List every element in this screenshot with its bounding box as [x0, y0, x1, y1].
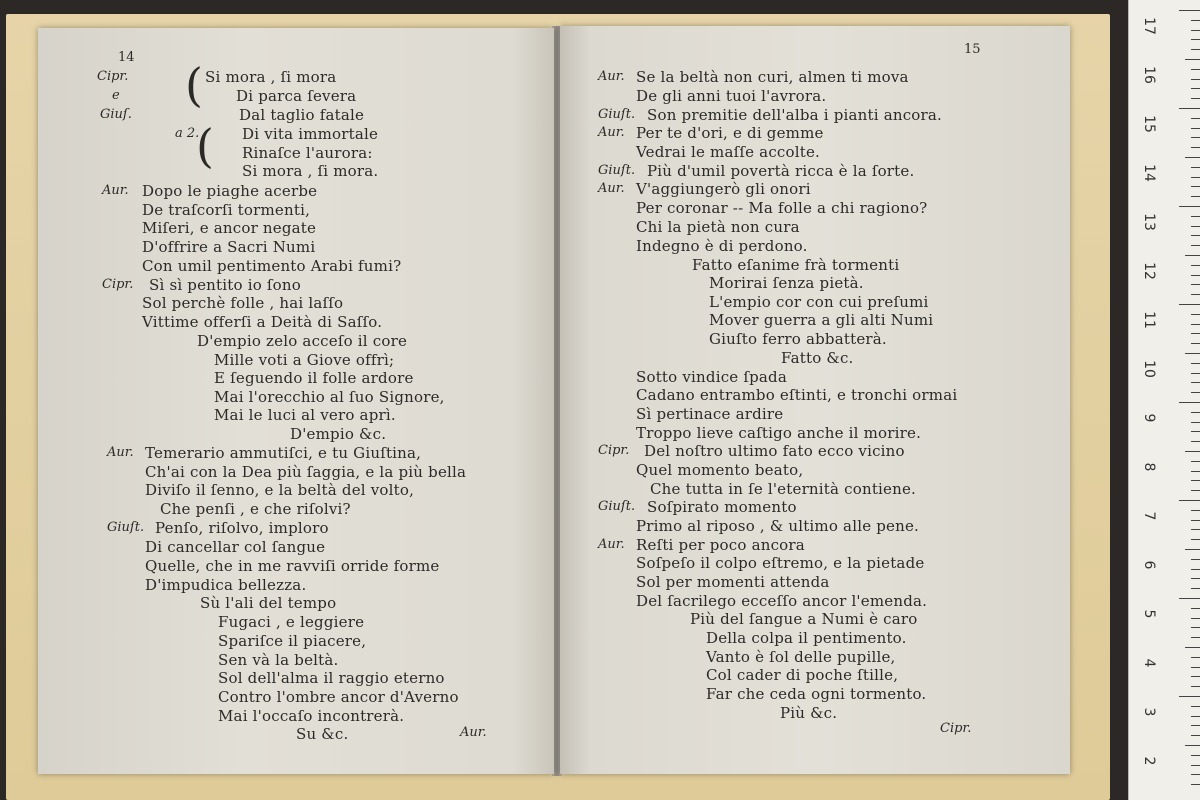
right-page-line: Della colpa il pentimento. [706, 629, 907, 647]
right-page-line: Vanto è ſol delle pupille, [706, 648, 896, 666]
ruler-tick [1191, 343, 1200, 344]
ruler-tick [1191, 569, 1200, 570]
ruler-tick [1191, 461, 1200, 462]
ruler-tick [1191, 608, 1200, 609]
ruler-number: 7 [1141, 511, 1157, 521]
left-page-line: Rinaſce l'aurora: [242, 144, 373, 162]
ruler-tick [1191, 226, 1200, 227]
ruler-tick [1191, 235, 1200, 236]
ruler-tick [1191, 422, 1200, 423]
ruler-tick [1191, 755, 1200, 756]
right-page-speaker: Giuſt. [598, 107, 636, 122]
ruler-tick [1179, 304, 1200, 305]
ruler-tick [1179, 402, 1200, 403]
ruler-tick [1191, 118, 1200, 119]
ruler-number: 2 [1141, 756, 1157, 766]
ruler-tick [1191, 294, 1200, 295]
left-catchword: Aur. [460, 725, 487, 740]
ruler-number: 15 [1141, 115, 1157, 133]
ruler-number: 13 [1141, 213, 1157, 231]
left-page-line: Contro l'ombre ancor d'Averno [218, 688, 459, 706]
left-page-line: D'empio zelo acceſo il core [197, 332, 408, 350]
ruler-tick [1179, 108, 1200, 109]
ruler-tick [1191, 30, 1200, 31]
right-page-line: Che tutta in ſe l'eternità contiene. [650, 480, 917, 498]
right-page-speaker: Aur. [598, 69, 625, 84]
ruler-tick [1191, 559, 1200, 560]
right-page-line: Vedrai le maſſe accolte. [636, 143, 821, 161]
ruler-tick [1185, 647, 1200, 648]
ruler-tick [1185, 353, 1200, 354]
left-page-line: De traſcorſi tormenti, [142, 201, 311, 219]
right-page-speaker: Aur. [598, 125, 625, 140]
left-page-line: Sen và la beltà. [218, 651, 339, 669]
right-page-line: Soſpeſo il colpo eſtremo, e la pietade [636, 554, 925, 572]
right-page-line: Più del ſangue a Numi è caro [690, 610, 918, 628]
ruler-number: 11 [1141, 311, 1157, 329]
ruler-number: 16 [1141, 66, 1157, 84]
left-page-line: Di vita immortale [242, 125, 379, 143]
ruler-tick [1191, 137, 1200, 138]
ruler-tick [1185, 451, 1200, 452]
left-page-speaker: a 2. [175, 126, 200, 141]
right-page-line: Del ſacrilego ecceſſo ancor l'emenda. [636, 592, 928, 610]
left-page-line: Mai l'occaſo incontrerà. [218, 707, 405, 725]
right-page-line: Indegno è di perdono. [636, 237, 808, 255]
right-page-line: Col cader di poche ſtille, [706, 666, 899, 684]
left-page-line: Temerario ammutiſci, e tu Giuſtina, [145, 444, 422, 462]
left-page-speaker: Cipr. [102, 277, 134, 292]
ruler-tick [1191, 98, 1200, 99]
left-page-line: D'offrire a Sacri Numi [142, 238, 316, 256]
left-page-line: Mai le luci al vero aprì. [214, 406, 396, 424]
ruler-tick [1191, 382, 1200, 383]
left-page-line: Spariſce il piacere, [218, 632, 367, 650]
right-page-line: Sotto vindice ſpada [636, 368, 787, 386]
left-page-line: Quelle, che in me ravviſi orride forme [145, 557, 440, 575]
left-page-line: D'empio &c. [290, 425, 387, 443]
left-page-speaker: Aur. [107, 445, 134, 460]
left-page-line: D'impudica bellezza. [145, 576, 307, 594]
ruler-tick [1191, 49, 1200, 50]
ruler-tick [1191, 363, 1200, 364]
left-page-speaker: Giuſt. [107, 520, 145, 535]
ruler-tick [1191, 79, 1200, 80]
ruler-tick [1185, 59, 1200, 60]
ruler-tick [1191, 186, 1200, 187]
left-page-line: Sù l'ali del tempo [200, 594, 337, 612]
ruler-tick [1191, 265, 1200, 266]
right-page-line: Sì pertinace ardire [636, 405, 784, 423]
ruler-tick [1179, 696, 1200, 697]
ruler-number: 8 [1141, 462, 1157, 472]
ruler-tick [1185, 745, 1200, 746]
ruler-tick [1191, 637, 1200, 638]
left-page-line: Miſeri, e ancor negate [142, 219, 317, 237]
ruler-number: 4 [1141, 658, 1157, 668]
ruler-tick [1191, 765, 1200, 766]
left-page-line: Mille voti a Giove offrì; [214, 351, 395, 369]
right-page-line: Fatto eſanime frà tormenti [692, 256, 900, 274]
ruler-tick [1191, 686, 1200, 687]
ruler-tick [1179, 10, 1200, 11]
left-page-line: Vittime offerſi a Deità di Saſſo. [142, 313, 383, 331]
right-page-line: Del noſtro ultimo fato ecco vicino [644, 442, 905, 460]
ruler-tick [1191, 167, 1200, 168]
ruler-tick [1191, 39, 1200, 40]
ruler-tick [1191, 69, 1200, 70]
ruler-tick [1191, 667, 1200, 668]
left-brace-top: ( [185, 58, 203, 112]
ruler-tick [1191, 20, 1200, 21]
ruler-tick [1191, 333, 1200, 334]
left-page-line: Che penſi , e che riſolvi? [160, 500, 351, 518]
left-page-speaker: Cipr. [97, 69, 129, 84]
ruler-tick [1191, 147, 1200, 148]
right-page-line: Far che ceda ogni tormento. [706, 685, 927, 703]
right-page-line: Son premitie dell'alba i pianti ancora. [647, 106, 943, 124]
ruler-tick [1191, 431, 1200, 432]
right-page-speaker: Giuſt. [598, 163, 636, 178]
ruler-tick [1179, 206, 1200, 207]
ruler-number: 3 [1141, 707, 1157, 717]
ruler-tick [1191, 284, 1200, 285]
left-page-speaker: Giuſ. [100, 107, 132, 122]
right-page-speaker: Cipr. [598, 443, 630, 458]
ruler-tick [1191, 177, 1200, 178]
left-page-line: Sol dell'alma il raggio eterno [218, 669, 445, 687]
left-page-line: Di cancellar col ſangue [145, 538, 326, 556]
ruler-number: 10 [1141, 360, 1157, 378]
ruler-tick [1191, 510, 1200, 511]
ruler-tick [1191, 529, 1200, 530]
ruler-tick [1191, 578, 1200, 579]
right-page-line: Giuſto ferro abbatterà. [709, 330, 887, 348]
left-page-line: Su &c. [296, 725, 349, 743]
ruler-tick [1191, 314, 1200, 315]
ruler-tick [1191, 245, 1200, 246]
left-page-line: Fugaci , e leggiere [218, 613, 365, 631]
ruler-number: 14 [1141, 164, 1157, 182]
right-catchword: Cipr. [940, 721, 972, 736]
ruler-number: 12 [1141, 262, 1157, 280]
right-page-line: Chi la pietà non cura [636, 218, 800, 236]
left-page-line: Di parca ſevera [236, 87, 357, 105]
ruler-number: 9 [1141, 413, 1157, 423]
ruler-tick [1191, 618, 1200, 619]
right-page-line: Mover guerra a gli alti Numi [709, 311, 934, 329]
ruler-tick [1191, 196, 1200, 197]
right-page-line: Per te d'ori, e di gemme [636, 124, 824, 142]
ruler-number: 5 [1141, 609, 1157, 619]
ruler-tick [1191, 275, 1200, 276]
ruler-tick [1179, 500, 1200, 501]
right-page-number: 15 [964, 42, 981, 57]
ruler-tick [1191, 520, 1200, 521]
ruler-tick [1191, 128, 1200, 129]
ruler-number: 17 [1141, 17, 1157, 35]
ruler-tick [1191, 480, 1200, 481]
right-page-line: Fatto &c. [781, 349, 854, 367]
ruler-tick [1191, 88, 1200, 89]
ruler-tick [1191, 324, 1200, 325]
ruler-tick [1191, 657, 1200, 658]
right-page-speaker: Giuſt. [598, 499, 636, 514]
ruler-tick [1191, 392, 1200, 393]
left-page-line: Mai l'orecchio al ſuo Signore, [214, 388, 445, 406]
right-page-line: Reſti per poco ancora [636, 536, 805, 554]
left-page-line: Con umil pentimento Arabi fumi? [142, 257, 402, 275]
ruler-tick [1191, 735, 1200, 736]
left-page-line: Sì sì pentito io ſono [149, 276, 301, 294]
right-page-line: Troppo lieve caſtigo anche il morire. [636, 424, 922, 442]
left-page-line: Si mora , ſi mora. [242, 162, 379, 180]
right-page-line: Morirai ſenza pietà. [709, 274, 864, 292]
right-page-line: V'aggiungerò gli onori [636, 180, 811, 198]
ruler-tick [1191, 471, 1200, 472]
right-page-line: Più &c. [780, 704, 838, 722]
ruler-tick [1185, 255, 1200, 256]
left-page-number: 14 [118, 50, 135, 65]
right-page-line: Primo al riposo , & ultimo alle pene. [636, 517, 920, 535]
ruler-number: 6 [1141, 560, 1157, 570]
ruler-tick [1191, 725, 1200, 726]
ruler-tick [1191, 412, 1200, 413]
ruler-tick [1191, 588, 1200, 589]
ruler-tick [1191, 539, 1200, 540]
ruler-tick [1179, 598, 1200, 599]
right-page-line: L'empio cor con cui preſumi [709, 293, 929, 311]
ruler-tick [1191, 676, 1200, 677]
right-page-line: Più d'umil povertà ricca è la ſorte. [647, 162, 915, 180]
right-page-line: Se la beltà non curi, almen ti mova [636, 68, 909, 86]
left-page-line: Dopo le piaghe acerbe [142, 182, 318, 200]
ruler-tick [1191, 716, 1200, 717]
ruler-tick [1191, 774, 1200, 775]
right-page-line: Cadano entrambo eſtinti, e tronchi ormai [636, 386, 958, 404]
right-page-line: De gli anni tuoi l'avrora. [636, 87, 827, 105]
right-page-line: Soſpirato momento [647, 498, 797, 516]
left-page-speaker: e [112, 88, 120, 103]
ruler-tick [1185, 549, 1200, 550]
ruler-tick [1191, 627, 1200, 628]
left-page-line: Sol perchè folle , hai laſſo [142, 294, 344, 312]
left-page-line: Diviſo il ſenno, e la beltà del volto, [145, 481, 415, 499]
ruler-tick [1191, 490, 1200, 491]
left-page-line: Si mora , ſi mora [205, 68, 337, 86]
left-page-line: Penſo, riſolvo, imploro [155, 519, 329, 537]
ruler-tick [1191, 784, 1200, 785]
right-page-speaker: Aur. [598, 537, 625, 552]
left-page-line: E ſeguendo il folle ardore [214, 369, 414, 387]
ruler-tick [1191, 373, 1200, 374]
right-page-line: Quel momento beato, [636, 461, 804, 479]
measuring-ruler [1128, 0, 1200, 800]
right-page-speaker: Aur. [598, 181, 625, 196]
left-page-line: Dal taglio fatale [239, 106, 365, 124]
left-brace-bottom: ( [196, 119, 214, 173]
left-page-speaker: Aur. [102, 183, 129, 198]
ruler-tick [1191, 706, 1200, 707]
right-page-line: Per coronar -- Ma folle a chi ragiono? [636, 199, 928, 217]
ruler-tick [1185, 157, 1200, 158]
ruler-tick [1191, 441, 1200, 442]
left-page-line: Ch'ai con la Dea più ſaggia, e la più bella [145, 463, 467, 481]
ruler-tick [1191, 216, 1200, 217]
right-page-line: Sol per momenti attenda [636, 573, 830, 591]
